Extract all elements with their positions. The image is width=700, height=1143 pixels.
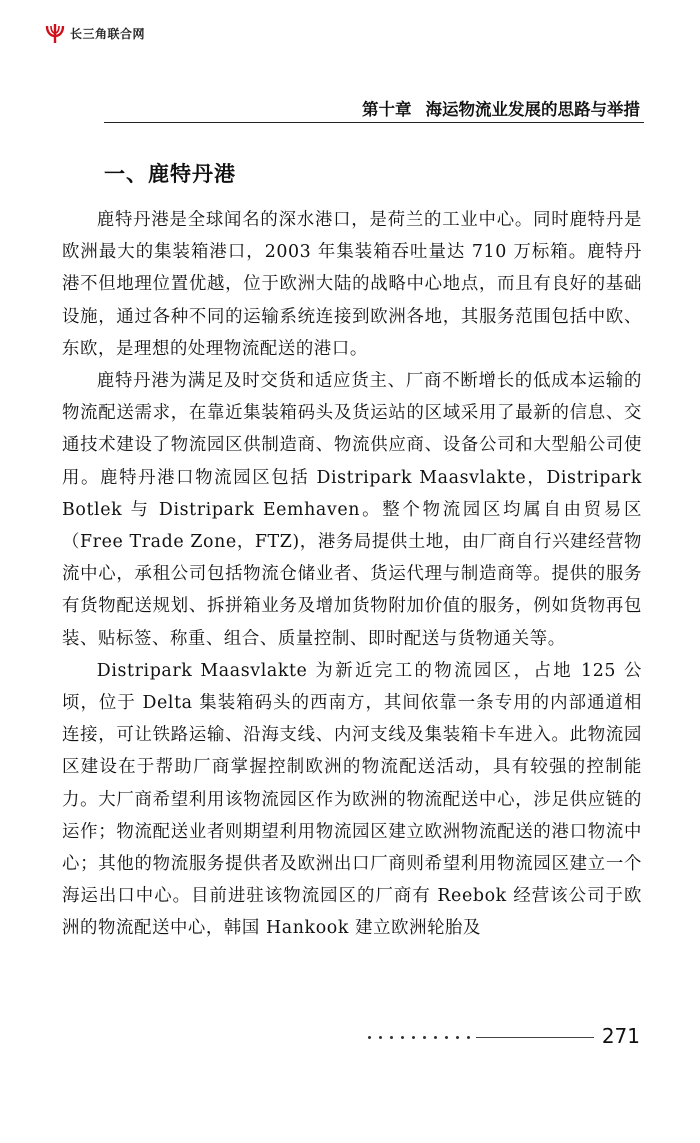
page-number: 271 (601, 1024, 640, 1048)
footer-dots (368, 1036, 470, 1039)
site-logo-text: 长三角联合网 (70, 26, 146, 41)
paragraph-2: 鹿特丹港为满足及时交货和适应货主、厂商不断增长的低成本运输的物流配送需求，在靠近集装箱码头及货运站的区域采用了最新的信息、交通技术建设了物流园区供制造商、物流供应商、设备公司和大型船公司使用。鹿特丹港口物流园区包括 Distripark Maasvlakte，Distripark Botlek 与 Distripark Eemhaven。整个物流园区均属自由贸易区（Free Trade Zone，FTZ)，港务局提供土地，由厂商自行兴建经营物流中心，承租公司包括物流仓储业者、货运代理与制造商等。提供的服务有货物配送规划、拆拼箱业务及增加货物附加价值的服务，例如货物再包装、贴标签、称重、组合、质量控制、即时配送与货物通关等。 (62, 371, 642, 649)
paragraph-3: Distripark Maasvlakte 为新近完工的物流园区，占地 125 公顷，位于 Delta 集装箱码头的西南方，其间依靠一条专用的内部通道相连接，可让铁路运输、沿海支线、内河支线及集装箱卡车进入。此物流园区建设在于帮助厂商掌握控制欧洲的物流配送活动，具有较强的控制能力。大厂商希望利用该物流园区作为欧洲的物流配送中心，涉足供应链的运作；物流配送业者则期望利用物流园区建立欧洲物流配送的港口物流中心；其他的物流服务提供者及欧洲出口厂商则希望利用物流园区建立一个海运出口中心。目前进驻该物流园区的厂商有 Reebok 经营该公司于欧洲的物流配送中心，韩国 Hankook 建立欧洲轮胎及 (62, 660, 642, 939)
chapter-title: 海运物流业发展的思路与举措 (425, 100, 640, 119)
running-header (0, 96, 640, 120)
trident-logo-icon (44, 22, 66, 44)
body-text (62, 204, 642, 945)
chapter-label: 第十章 (362, 100, 412, 119)
header-rule (104, 122, 644, 123)
page-footer (368, 1024, 640, 1054)
footer-rule (476, 1037, 594, 1038)
paragraph-1: 鹿特丹港是全球闻名的深水港口，是荷兰的工业中心。同时鹿特丹是欧洲最大的集装箱港口，2003 年集装箱吞吐量达 710 万标箱。鹿特丹港不但地理位置优越，位于欧洲大陆的战略中心地点，而且有良好的基础设施，通过各种不同的运输系统连接到欧洲各地，其服务范围包括中欧、东欧，是理想的处理物流配送的港口。 (62, 210, 642, 359)
section-heading: 一、鹿特丹港 (104, 162, 236, 186)
site-logo (44, 22, 145, 44)
